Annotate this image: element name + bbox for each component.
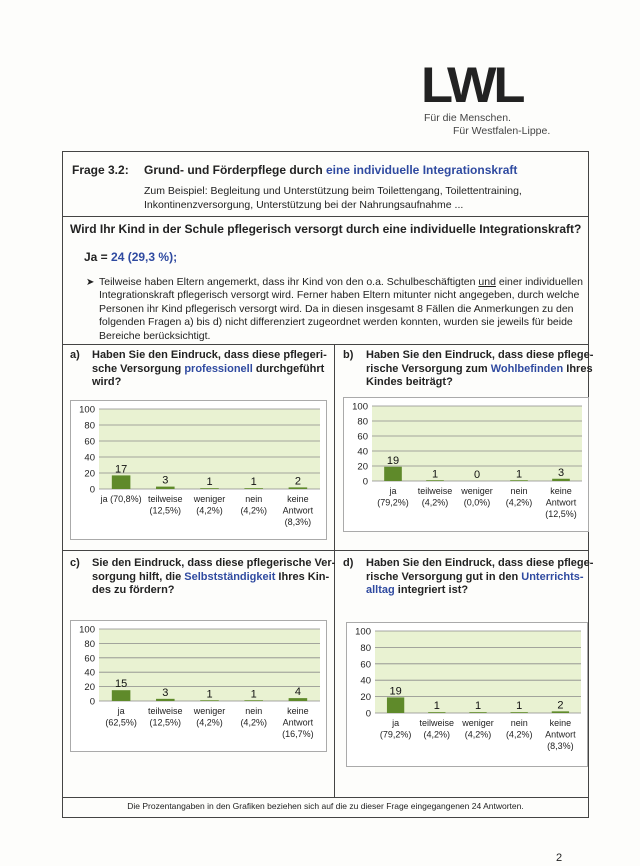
- bar: [244, 700, 263, 701]
- chart-a-frame: [70, 400, 327, 540]
- category-label: weniger: [193, 494, 226, 504]
- data-label: 1: [206, 476, 213, 489]
- bar: [511, 712, 528, 713]
- arrow-bullet-icon: ➤: [86, 277, 95, 288]
- category-label: ja (70,8%): [100, 494, 142, 504]
- data-label: 1: [433, 700, 440, 713]
- data-label: 15: [114, 678, 128, 691]
- subquestion-d: [366, 557, 593, 598]
- subquestion-c: [92, 557, 335, 598]
- category-label: ja: [117, 706, 125, 716]
- y-tick-label: 40: [84, 452, 95, 464]
- data-label: 0: [473, 469, 481, 481]
- subquestion-d-line-2: [366, 571, 593, 585]
- bar: [156, 699, 175, 701]
- category-label: (4,2%): [240, 717, 267, 728]
- y-tick-label: 0: [89, 484, 95, 496]
- category-label: (79,2%): [377, 497, 409, 508]
- data-label: 1: [431, 468, 439, 481]
- subquestion-a-line-2: [92, 363, 327, 377]
- y-tick-label: 0: [89, 696, 95, 708]
- y-tick-label: 100: [352, 401, 368, 413]
- category-label: (16,7%): [282, 729, 314, 739]
- y-tick-label: 40: [360, 675, 371, 687]
- y-tick-label: 80: [357, 416, 368, 428]
- category-label: (12,5%): [545, 509, 577, 519]
- chart-b-frame: [343, 397, 589, 532]
- subquestion-d-highlight-2: alltag: [366, 584, 395, 596]
- subquestion-a-line-3: wird?: [92, 376, 122, 388]
- bar: [112, 690, 131, 701]
- page-number: 2: [556, 852, 563, 864]
- category-label: nein: [245, 494, 263, 504]
- subquestion-b-highlight: Wohlbefinden: [490, 362, 564, 375]
- chart-c-frame: [70, 620, 327, 752]
- y-tick-label: 20: [357, 461, 368, 473]
- category-label: (62,5%): [105, 717, 137, 728]
- category-label: (4,2%): [421, 497, 449, 508]
- category-label: keine: [287, 706, 309, 716]
- subquestion-d-letter: d): [343, 557, 354, 569]
- bar: [552, 479, 570, 481]
- subquestion-a-highlight: professionell: [184, 362, 253, 375]
- category-label: ja: [392, 718, 400, 728]
- subquestion-c-line-2-post: Ihres Kin-: [275, 570, 330, 583]
- category-label: (4,2%): [505, 497, 533, 508]
- lwl-logo: LWL: [421, 57, 523, 113]
- note-part-1: Teilweise haben Eltern angemerkt, dass ihr Kind von den o.a. Schulbeschäftigten: [99, 276, 479, 288]
- bar: [112, 475, 131, 489]
- chart-a: [71, 401, 326, 539]
- bar: [244, 488, 263, 489]
- data-label: 3: [162, 474, 169, 487]
- data-label: 1: [250, 476, 257, 489]
- subquestion-c-line-2: [92, 571, 335, 585]
- y-tick-label: 60: [357, 431, 368, 443]
- data-label: 2: [294, 475, 301, 488]
- category-label: (4,2%): [196, 505, 223, 516]
- category-label: nein: [510, 486, 528, 496]
- category-label: (12,5%): [149, 717, 182, 728]
- example-line-2: Inkontinenzversorgung, Unterstützung bei der Nahrungsaufnahme ...: [144, 199, 464, 211]
- y-tick-label: 40: [357, 446, 368, 458]
- chart-b: [344, 398, 588, 531]
- category-label: (4,2%): [240, 505, 267, 516]
- category-label: teilweise: [148, 706, 183, 716]
- subquestion-a-line-2-post: durchgeführt: [252, 362, 325, 375]
- y-tick-label: 80: [84, 420, 95, 432]
- data-label: 19: [386, 454, 400, 467]
- subquestion-c-line-1: Sie den Eindruck, dass diese pflegerische Ver-: [92, 557, 336, 569]
- category-label: nein: [510, 718, 528, 728]
- data-label: 19: [389, 685, 402, 698]
- category-label: (4,2%): [423, 729, 451, 740]
- category-label: (12,5%): [149, 505, 182, 516]
- data-label: 3: [162, 686, 169, 699]
- y-tick-label: 100: [355, 626, 371, 638]
- category-label: (8,3%): [547, 741, 574, 751]
- category-label: (4,2%): [505, 729, 533, 740]
- data-label: 1: [515, 468, 523, 481]
- y-tick-label: 60: [360, 659, 371, 671]
- category-label: (8,3%): [284, 517, 312, 527]
- category-label: teilweise: [417, 486, 453, 496]
- bar: [200, 488, 219, 489]
- category-label: (4,2%): [464, 729, 492, 740]
- category-label: Antwort: [545, 497, 577, 508]
- y-tick-label: 0: [362, 476, 368, 488]
- data-label: 1: [516, 700, 523, 713]
- subquestion-d-line-3: [366, 584, 593, 598]
- main-question: Wird Ihr Kind in der Schule pflegerisch versorgt durch eine individuelle Integrationskraft?: [70, 222, 582, 236]
- note-part-2: einer individuellen Integrationskraft pflegerisch versorgt wird. Ferner haben Eltern mitunter nicht angegeben, durch welche Personen ihr Kind pflegerisch versorgt wird. Da in diesen insgesamt 8 Fällen die Anmerkungen zu den folgenden Fragen a) bis d) nicht differenziert zugeordnet werden konnten, wurden sie jeweils für beide Bereiche berücksichtigt.: [99, 276, 583, 342]
- y-tick-label: 20: [360, 692, 371, 704]
- data-label: 2: [557, 699, 564, 712]
- subquestion-d-line-2-pre: rische Versorgung gut in den: [366, 570, 522, 583]
- y-tick-label: 80: [360, 642, 371, 654]
- bar: [289, 698, 308, 701]
- category-label: keine: [287, 494, 309, 504]
- y-tick-label: 60: [84, 653, 95, 665]
- bar: [469, 712, 486, 713]
- subquestion-b-line-2: [366, 363, 593, 377]
- data-label: 3: [557, 466, 565, 479]
- note-underlined: und: [478, 276, 496, 288]
- chart-d: [347, 623, 587, 766]
- answer-count: [84, 250, 177, 264]
- divider-charts-top: [62, 344, 589, 345]
- tagline-1: Für die Menschen.: [424, 112, 511, 124]
- section-title-plain: Grund- und Förderpflege durch: [144, 163, 326, 177]
- category-label: keine: [549, 718, 572, 728]
- divider-question: [62, 216, 589, 217]
- data-label: 1: [250, 688, 257, 701]
- subquestion-c-line-3: des zu fördern?: [92, 584, 175, 596]
- subquestion-a-letter: a): [70, 349, 80, 361]
- bar: [428, 712, 445, 713]
- subquestion-b-line-1: Haben Sie den Eindruck, dass diese pflege-: [366, 349, 594, 361]
- example-line-1: Zum Beispiel: Begleitung und Unterstützung beim Toilettengang, Toilettentraining,: [144, 185, 522, 197]
- category-label: Antwort: [282, 717, 314, 728]
- category-label: Antwort: [282, 505, 314, 516]
- section-label: Frage 3.2:: [72, 163, 129, 177]
- divider-charts-middle: [62, 550, 589, 551]
- category-label: Antwort: [545, 729, 576, 740]
- data-label: 4: [294, 686, 301, 699]
- answer-label: Ja =: [84, 250, 112, 264]
- subquestion-a: [92, 349, 327, 390]
- data-label: 1: [206, 688, 213, 701]
- bar: [510, 480, 528, 481]
- bar: [426, 480, 444, 481]
- y-tick-label: 100: [79, 624, 95, 636]
- category-label: ja: [389, 486, 397, 496]
- subquestion-c-highlight: Selbstständigkeit: [184, 570, 276, 583]
- y-tick-label: 60: [84, 436, 95, 448]
- y-tick-label: 20: [84, 682, 95, 694]
- bar: [552, 711, 569, 713]
- category-label: nein: [245, 706, 263, 716]
- bar: [387, 697, 404, 713]
- subquestion-c-letter: c): [70, 557, 80, 569]
- subquestion-d-line-3-post: integriert ist?: [394, 584, 469, 596]
- footer-note: Die Prozentangaben in den Grafiken beziehen sich auf die zu dieser Frage eingegangenen 24 Antworten.: [127, 801, 524, 811]
- section-title-highlight: eine individuelle Integrationskraft: [326, 163, 518, 177]
- subquestion-b-line-3: Kindes beiträgt?: [366, 376, 453, 388]
- category-label: (4,2%): [196, 717, 223, 728]
- note-text: [99, 276, 583, 343]
- subquestion-b-line-2-post: Ihres: [563, 362, 593, 375]
- data-label: 1: [474, 700, 482, 713]
- bar: [384, 467, 402, 481]
- subquestion-a-line-2-pre: sche Versorgung: [92, 362, 185, 375]
- y-tick-label: 40: [84, 667, 95, 679]
- subquestion-b-line-2-pre: rische Versorgung zum: [366, 362, 491, 375]
- subquestion-d-line-1: Haben Sie den Eindruck, dass diese pflege-: [366, 557, 594, 569]
- bar: [289, 487, 308, 489]
- subquestion-b-letter: b): [343, 349, 354, 361]
- subquestion-a-line-1: Haben Sie den Eindruck, dass diese pflegeri-: [92, 349, 327, 361]
- category-label: teilweise: [419, 718, 455, 728]
- y-tick-label: 20: [84, 468, 95, 480]
- category-label: weniger: [462, 718, 494, 728]
- data-label: 17: [114, 463, 128, 476]
- subquestion-b: [366, 349, 593, 390]
- category-label: weniger: [461, 486, 493, 496]
- tagline-2: Für Westfalen-Lippe.: [453, 125, 551, 137]
- answer-value: 24 (29,3 %);: [111, 250, 178, 264]
- category-label: teilweise: [148, 494, 183, 504]
- chart-c: [71, 621, 326, 751]
- chart-d-frame: [346, 622, 588, 767]
- category-label: weniger: [193, 706, 226, 716]
- bar: [156, 487, 175, 489]
- category-label: keine: [550, 486, 572, 496]
- category-label: (0,0%): [463, 497, 491, 508]
- y-tick-label: 80: [84, 638, 95, 650]
- y-tick-label: 100: [79, 404, 95, 416]
- y-tick-label: 0: [365, 708, 371, 720]
- divider-footer: [62, 797, 589, 798]
- subquestion-d-highlight: Unterrichts-: [521, 570, 584, 583]
- bar: [200, 700, 219, 701]
- category-label: (79,2%): [379, 729, 412, 740]
- subquestion-c-line-2-pre: sorgung hilft, die: [92, 570, 185, 583]
- section-title: [144, 163, 517, 177]
